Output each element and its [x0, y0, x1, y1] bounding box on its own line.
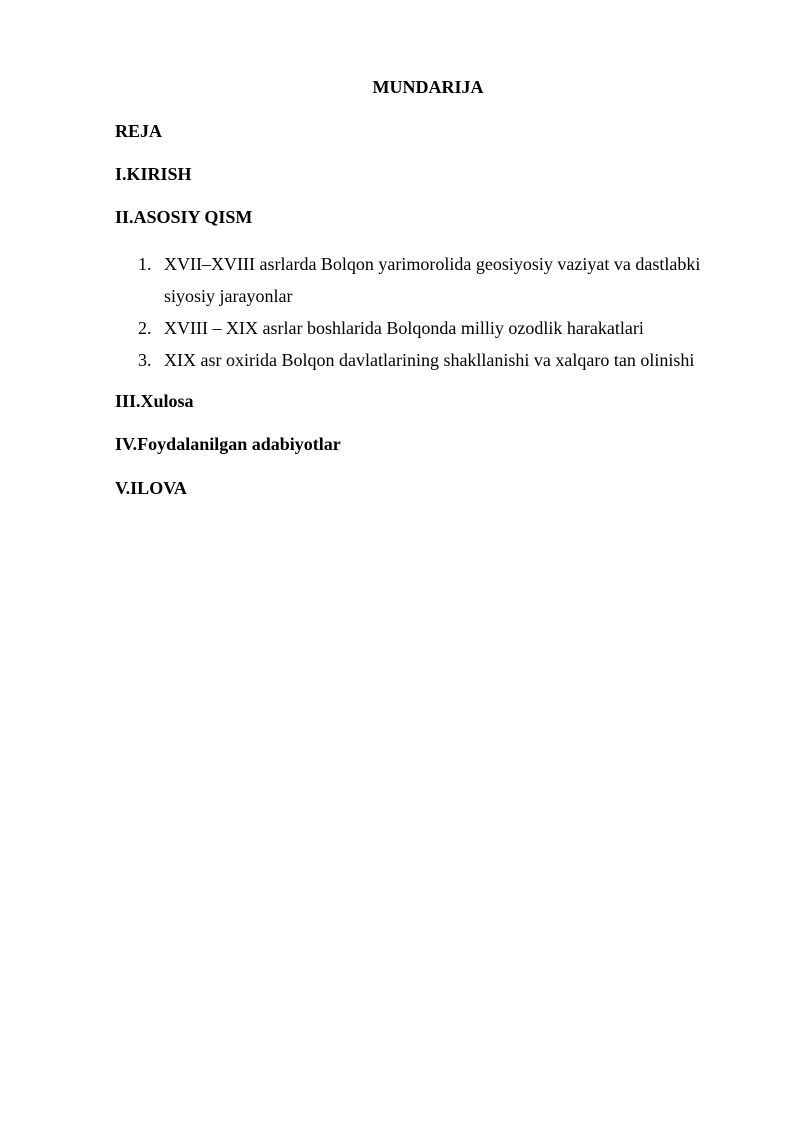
list-item — [115, 344, 735, 376]
list-item-text: XVIII – XIX asrlar boshlarida Bolqonda milliy ozodlik harakatlari — [164, 318, 644, 338]
page-title: MUNDARIJA — [372, 77, 484, 97]
section-xulosa: III.Xulosa — [115, 391, 194, 411]
section-ilova: V.ILOVA — [115, 478, 187, 498]
list-item-text: XVII–XVIII asrlarda Bolqon yarimorolida geosiyosiy vaziyat va dastlabki siyosiy jarayonlar — [164, 254, 701, 306]
list-item — [115, 248, 735, 312]
list-item-number: 3. — [138, 350, 152, 370]
list-item — [115, 312, 735, 344]
section-asosiy-qism: II.ASOSIY QISM — [115, 207, 253, 227]
section-reja: REJA — [115, 121, 163, 141]
list-item-number: 1. — [138, 254, 152, 274]
section-adabiyotlar: IV.Foydalanilgan adabiyotlar — [115, 434, 341, 454]
section-kirish: I.KIRISH — [115, 164, 192, 184]
list-item-text: XIX asr oxirida Bolqon davlatlarining shakllanishi va xalqaro tan olinishi — [164, 350, 695, 370]
list-item-number: 2. — [138, 318, 152, 338]
contents-list — [115, 248, 735, 376]
